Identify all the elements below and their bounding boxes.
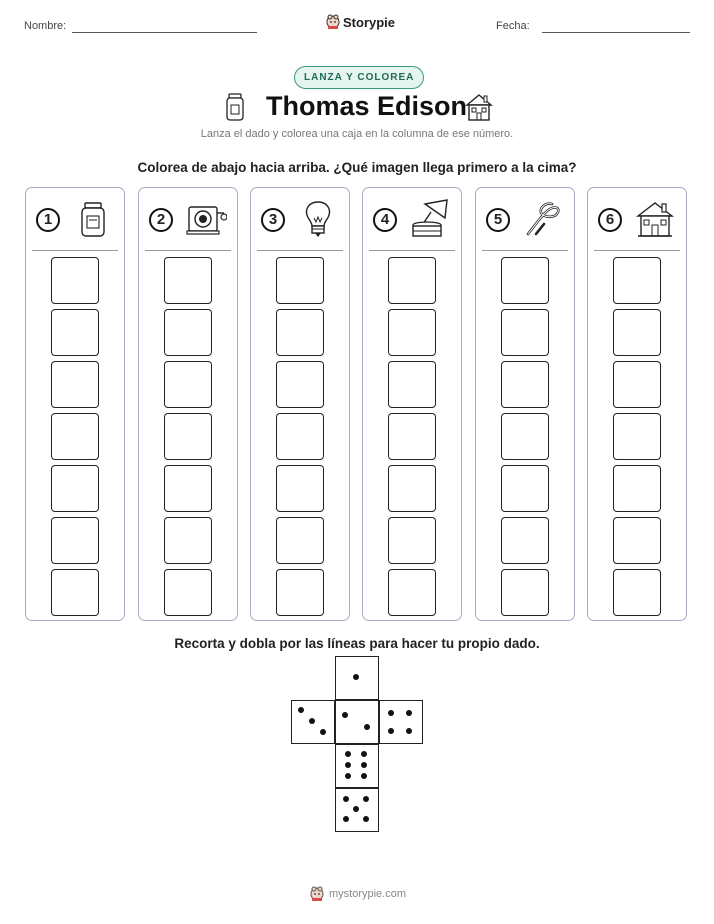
color-box[interactable] xyxy=(501,309,549,356)
die-pip xyxy=(388,710,394,716)
die-pip xyxy=(342,712,348,718)
die-pip xyxy=(320,729,326,735)
die-face-six xyxy=(335,744,379,788)
light-bulb-icon xyxy=(297,198,339,240)
color-box[interactable] xyxy=(501,517,549,564)
color-box[interactable] xyxy=(164,361,212,408)
color-box[interactable] xyxy=(613,517,661,564)
storypie-mascot-icon xyxy=(310,886,324,902)
color-box[interactable] xyxy=(613,309,661,356)
die-pip xyxy=(361,762,367,768)
column-number: 1 xyxy=(36,208,60,232)
column-divider xyxy=(369,250,455,251)
color-box[interactable] xyxy=(51,309,99,356)
page-subtitle: Lanza el dado y colorea una caja en la columna de ese número. xyxy=(200,128,514,140)
color-box[interactable] xyxy=(164,309,212,356)
color-box[interactable] xyxy=(51,361,99,408)
name-field[interactable] xyxy=(72,32,257,33)
name-label: Nombre: xyxy=(24,20,67,32)
die-pip xyxy=(309,718,315,724)
brand-logo xyxy=(326,14,395,30)
color-box[interactable] xyxy=(613,361,661,408)
color-box[interactable] xyxy=(501,413,549,460)
footer-website[interactable]: mystorypie.com xyxy=(329,888,407,900)
color-box[interactable] xyxy=(51,569,99,616)
die-pip xyxy=(345,751,351,757)
column-divider xyxy=(482,250,568,251)
jar-icon xyxy=(224,92,246,122)
die-pip xyxy=(343,816,349,822)
die-face-two xyxy=(335,700,379,744)
column-2 xyxy=(138,187,238,621)
column-divider xyxy=(32,250,118,251)
color-box[interactable] xyxy=(388,465,436,512)
column-divider xyxy=(257,250,343,251)
house-icon xyxy=(634,198,676,240)
die-net xyxy=(290,656,426,836)
activity-badge: LANZA Y COLOREA xyxy=(294,66,424,89)
die-pip xyxy=(353,674,359,680)
color-box[interactable] xyxy=(51,465,99,512)
column-number: 4 xyxy=(373,208,397,232)
color-box[interactable] xyxy=(164,257,212,304)
color-box[interactable] xyxy=(501,569,549,616)
color-box[interactable] xyxy=(501,361,549,408)
die-pip xyxy=(361,773,367,779)
die-pip xyxy=(343,796,349,802)
color-box[interactable] xyxy=(388,361,436,408)
column-number: 5 xyxy=(486,208,510,232)
column-divider xyxy=(145,250,231,251)
die-pip xyxy=(406,710,412,716)
color-box[interactable] xyxy=(613,569,661,616)
die-pip xyxy=(363,816,369,822)
column-4 xyxy=(362,187,462,621)
die-pip xyxy=(364,724,370,730)
instruction-bottom: Recorta y dobla por las líneas para hacer tu propio dado. xyxy=(174,636,540,651)
color-box[interactable] xyxy=(51,517,99,564)
color-box[interactable] xyxy=(276,569,324,616)
die-pip xyxy=(298,707,304,713)
color-box[interactable] xyxy=(164,413,212,460)
color-box[interactable] xyxy=(51,413,99,460)
die-pip xyxy=(353,806,359,812)
color-box[interactable] xyxy=(501,465,549,512)
die-pip xyxy=(345,762,351,768)
die-face-three xyxy=(291,700,335,744)
color-box[interactable] xyxy=(613,465,661,512)
phonograph-cylinder-icon xyxy=(185,198,227,240)
brand-name: Storypie xyxy=(343,14,396,30)
instruction-top: Colorea de abajo hacia arriba. ¿Qué imagen llega primero a la cima? xyxy=(137,160,577,175)
die-pip xyxy=(345,773,351,779)
column-1 xyxy=(25,187,125,621)
color-box[interactable] xyxy=(276,309,324,356)
storypie-mascot-icon xyxy=(326,14,340,30)
column-5 xyxy=(475,187,575,621)
column-number: 6 xyxy=(598,208,622,232)
color-box[interactable] xyxy=(388,257,436,304)
color-box[interactable] xyxy=(276,517,324,564)
color-box[interactable] xyxy=(388,569,436,616)
color-box[interactable] xyxy=(501,257,549,304)
color-box[interactable] xyxy=(276,465,324,512)
column-3 xyxy=(250,187,350,621)
die-pip xyxy=(361,751,367,757)
color-box[interactable] xyxy=(388,517,436,564)
column-number: 2 xyxy=(149,208,173,232)
date-field[interactable] xyxy=(542,32,690,33)
color-box[interactable] xyxy=(164,569,212,616)
color-box[interactable] xyxy=(613,257,661,304)
die-pip xyxy=(406,728,412,734)
jar-icon xyxy=(72,198,114,240)
column-divider xyxy=(594,250,680,251)
color-box[interactable] xyxy=(613,413,661,460)
column-6 xyxy=(587,187,687,621)
column-number: 3 xyxy=(261,208,285,232)
die-pip xyxy=(363,796,369,802)
date-label: Fecha: xyxy=(496,20,530,32)
color-box[interactable] xyxy=(388,413,436,460)
color-box[interactable] xyxy=(388,309,436,356)
footer xyxy=(310,886,406,902)
color-box[interactable] xyxy=(164,517,212,564)
color-box[interactable] xyxy=(51,257,99,304)
page-title: Thomas Edison xyxy=(266,91,468,121)
die-face-five xyxy=(335,788,379,832)
filament-icon xyxy=(522,198,564,240)
house-icon xyxy=(464,92,494,122)
die-face-four xyxy=(379,700,423,744)
color-box[interactable] xyxy=(276,413,324,460)
gramophone-icon xyxy=(409,198,451,240)
color-box[interactable] xyxy=(164,465,212,512)
color-box[interactable] xyxy=(276,257,324,304)
die-pip xyxy=(388,728,394,734)
die-face-one xyxy=(335,656,379,700)
color-box[interactable] xyxy=(276,361,324,408)
